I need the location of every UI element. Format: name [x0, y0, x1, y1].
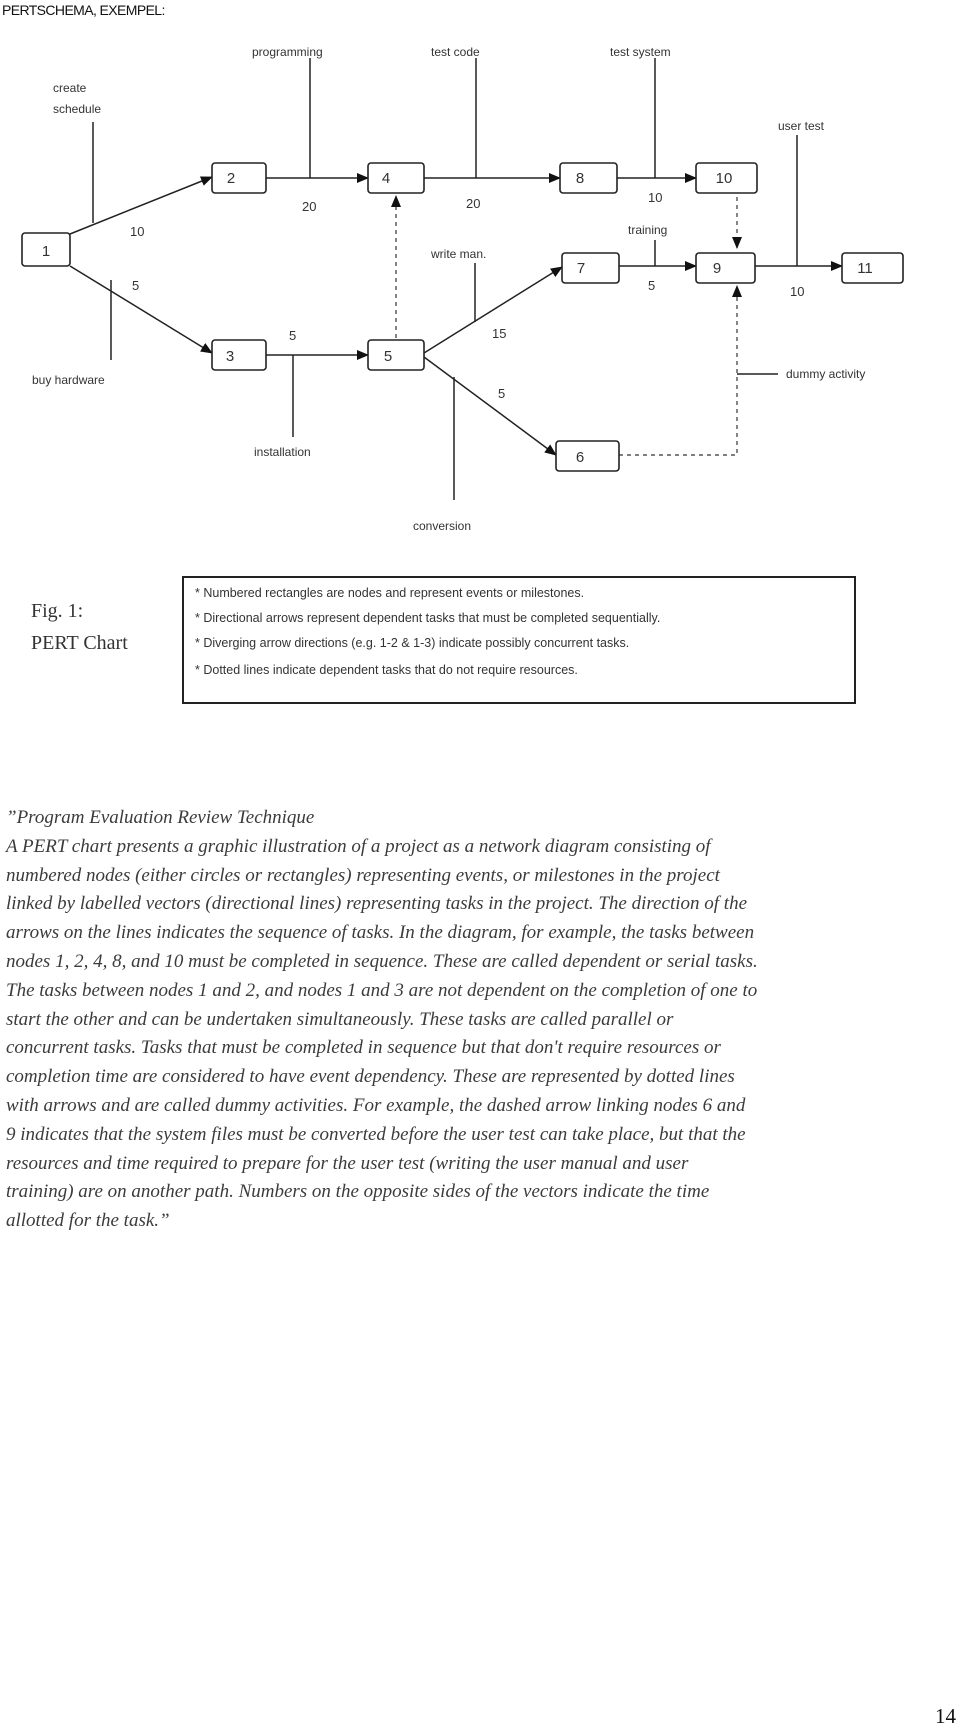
edge-5-6 [424, 357, 556, 455]
paragraph-line: The tasks between nodes 1 and 2, and nodes 1 and 3 are not dependent on the completion of one to [6, 979, 758, 1001]
svg-text:6: 6 [575, 449, 585, 466]
pert-description [6, 804, 956, 1236]
paragraph-line: 9 indicates that the system files must be converted before the user test can take place, but that the [6, 1123, 746, 1145]
node-11 [842, 253, 903, 283]
figure-title: PERT Chart [31, 632, 128, 654]
svg-text:8: 8 [575, 170, 585, 187]
svg-text:4: 4 [381, 170, 391, 187]
svg-text:9: 9 [712, 260, 722, 277]
label-write-man: write man. [431, 247, 487, 261]
svg-text:5: 5 [383, 348, 393, 365]
duration-5-7: 15 [492, 326, 507, 341]
page-header: PERTSCHEMA, EXEMPEL: [2, 2, 165, 18]
duration-1-3: 5 [132, 278, 140, 293]
svg-text:11: 11 [857, 260, 873, 277]
duration-4-8: 20 [466, 196, 481, 211]
paragraph-line: concurrent tasks. Tasks that must be completed in sequence but that don't require resources or [6, 1037, 721, 1059]
node-6 [556, 441, 619, 471]
svg-text:3: 3 [225, 348, 235, 365]
paragraph-line: numbered nodes (either circles or rectangles) representing events, or milestones in the project [6, 864, 720, 886]
edge-1-3 [70, 266, 212, 353]
node-2 [212, 163, 266, 193]
paragraph-line: with arrows and are called dummy activities. For example, the dashed arrow linking nodes 6 and [6, 1094, 746, 1116]
paragraph-line: nodes 1, 2, 4, 8, and 10 must be completed in sequence. These are called dependent or serial tasks. [6, 950, 758, 972]
label-test-system: test system [610, 45, 671, 59]
label-training: training [628, 223, 668, 237]
node-4 [368, 163, 424, 193]
svg-text:2: 2 [226, 170, 236, 187]
page-number: 14 [935, 1704, 956, 1728]
label-user-test: user test [778, 119, 825, 133]
node-10 [696, 163, 757, 193]
legend-item: * Diverging arrow directions (e.g. 1-2 & 1-3) indicate possibly concurrent tasks. [195, 636, 630, 650]
svg-text:10: 10 [715, 170, 733, 187]
node-9 [696, 253, 755, 283]
paragraph-line: ”Program Evaluation Review Technique [6, 807, 315, 828]
duration-3-5: 5 [289, 328, 297, 343]
label-programming: programming [252, 45, 323, 59]
node-3 [212, 340, 266, 370]
label-test-code: test code [431, 45, 480, 59]
paragraph-line: arrows on the lines indicates the sequence of tasks. In the diagram, for example, the tasks between [6, 922, 755, 944]
label-installation: installation [254, 445, 311, 459]
paragraph-line: linked by labelled vectors (directional lines) representing tasks in the project. The direction of the [6, 893, 747, 915]
paragraph-line: start the other and can be undertaken simultaneously. These tasks are called parallel or [6, 1008, 674, 1030]
label-create: create [53, 81, 87, 95]
label-dummy-activity: dummy activity [786, 367, 866, 381]
dummy-edge-6-9 [619, 286, 737, 455]
label-conversion: conversion [413, 519, 472, 533]
dummy-edges [396, 196, 737, 455]
node-1 [22, 233, 70, 266]
duration-8-10: 10 [648, 190, 663, 205]
duration-1-2: 10 [130, 224, 145, 239]
label-buy-hardware: buy hardware [32, 373, 105, 387]
legend-item: * Numbered rectangles are nodes and represent events or milestones. [195, 586, 585, 600]
svg-text:7: 7 [576, 260, 586, 277]
duration-7-9: 5 [648, 278, 656, 293]
paragraph-line: A PERT chart presents a graphic illustration of a project as a network diagram consisting of [6, 835, 711, 857]
paragraph-line: completion time are considered to have event dependency. These are represented by dotted lines [6, 1066, 735, 1088]
svg-text:1: 1 [41, 243, 51, 260]
paragraph-line: resources and time required to prepare for the user test (writing the user manual and user [6, 1152, 689, 1174]
duration-2-4: 20 [302, 199, 317, 214]
node-8 [560, 163, 617, 193]
task-edges [70, 177, 842, 455]
legend-item: * Directional arrows represent dependent tasks that must be completed sequentially. [195, 611, 661, 625]
node-5 [368, 340, 424, 370]
legend [195, 586, 660, 677]
pert-chart-diagram [0, 0, 960, 720]
duration-5-6: 5 [498, 386, 506, 401]
duration-9-11: 10 [790, 284, 805, 299]
label-schedule: schedule [53, 102, 102, 116]
figure-label: Fig. 1: [31, 600, 84, 622]
node-7 [562, 253, 619, 283]
legend-item: * Dotted lines indicate dependent tasks that do not require resources. [195, 663, 578, 677]
task-leader-lines [93, 58, 797, 500]
task-labels [32, 45, 865, 533]
paragraph-line: training) are on another path. Numbers on the opposite sides of the vectors indicate the time [6, 1181, 710, 1203]
paragraph-line: allotted for the task.” [6, 1210, 170, 1232]
